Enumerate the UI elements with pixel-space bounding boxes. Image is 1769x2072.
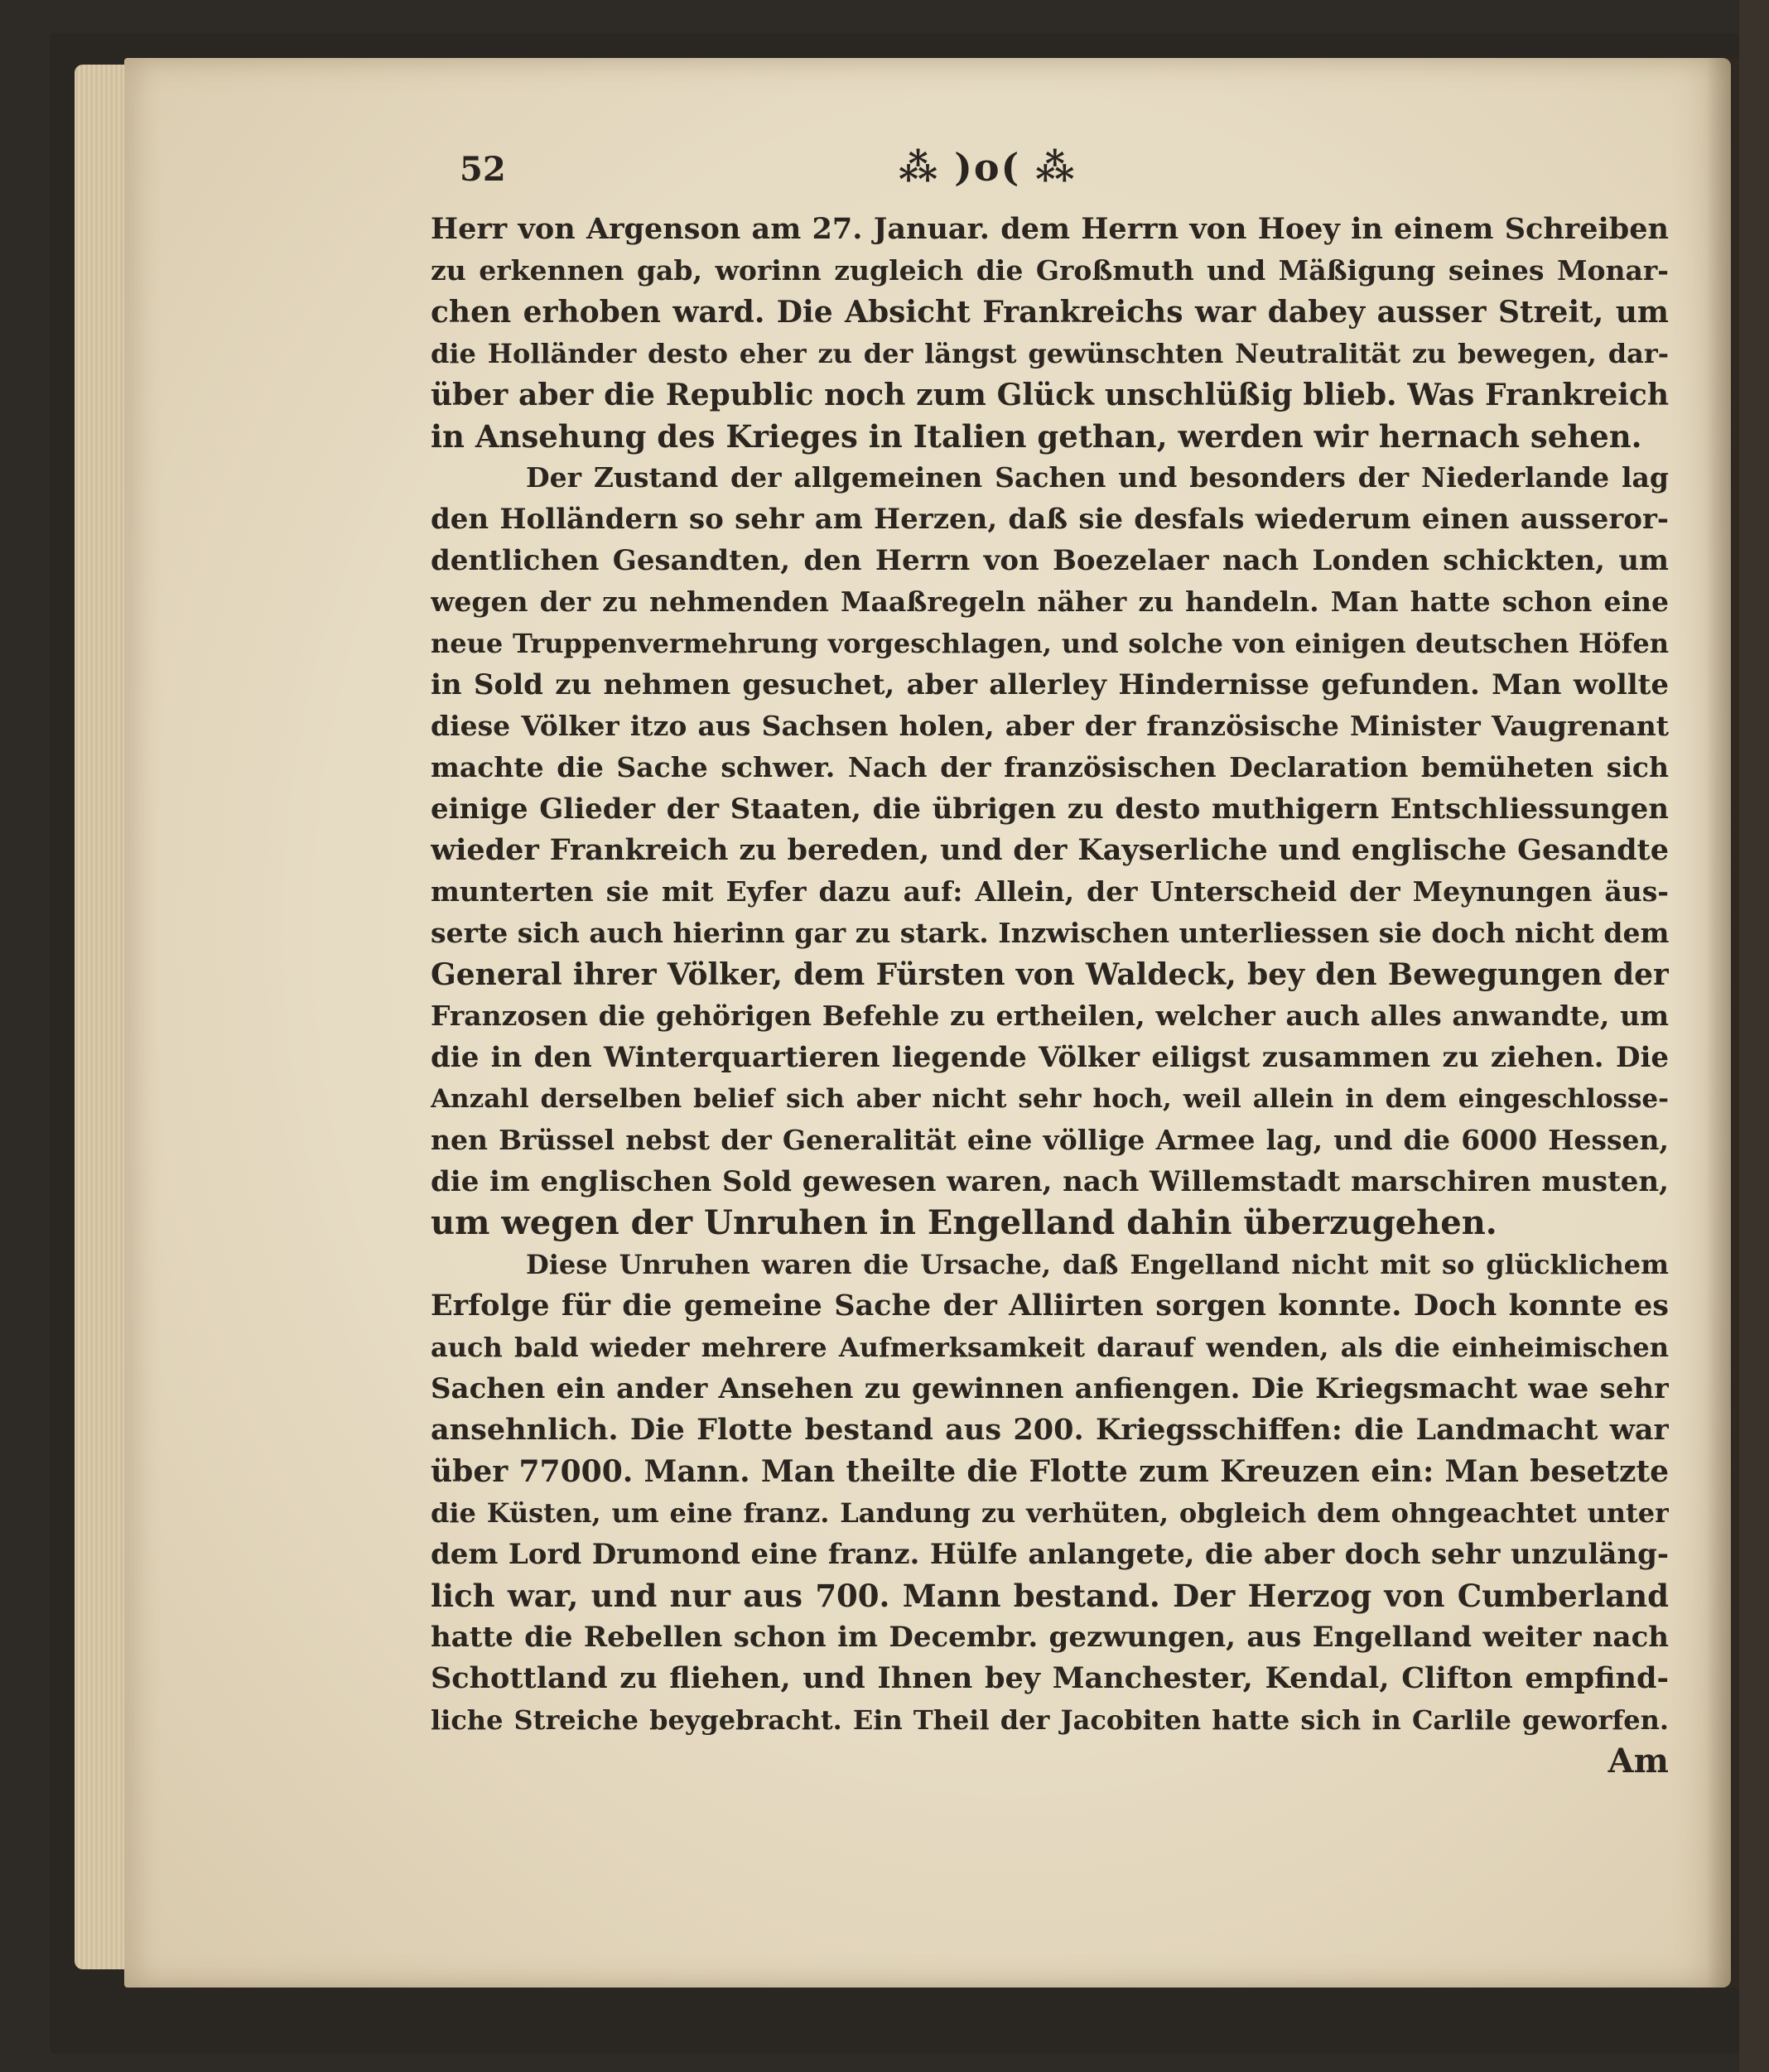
binding-strip xyxy=(1739,0,1769,2072)
text-line: die in den Winterquartieren liegende Völker eiligst zusammen zu ziehen. Die xyxy=(431,1041,1669,1074)
text-line: lich war, und nur aus 700. Mann bestand. Der Herzog von Cumberland xyxy=(431,1578,1669,1614)
text-line: zu erkennen gab, worinn zugleich die Großmuth und Mäßigung seines Monar- xyxy=(431,254,1669,287)
page-header xyxy=(460,145,1656,195)
text-line: General ihrer Völker, dem Fürsten von Waldeck, bey den Bewegungen der xyxy=(431,957,1669,992)
catchword: Am xyxy=(1608,1742,1669,1780)
text-line: Diese Unruhen waren die Ursache, daß Engelland nicht mit so glücklichem xyxy=(526,1249,1669,1280)
text-line: Schottland zu fliehen, und Ihnen bey Manchester, Kendal, Clifton empfind- xyxy=(431,1661,1669,1695)
text-line: hatte die Rebellen schon im Decembr. gezwungen, aus Engelland weiter nach xyxy=(431,1621,1669,1654)
text-line: munterten sie mit Eyfer dazu auf: Allein, der Unterscheid der Meynungen äus- xyxy=(431,875,1669,908)
text-line: chen erhoben ward. Die Absicht Frankreichs war dabey ausser Streit, um xyxy=(431,295,1669,330)
text-line: liche Streiche beygebracht. Ein Theil der Jacobiten hatte sich in Carlile geworfen. xyxy=(431,1704,1669,1736)
text-line: diese Völker itzo aus Sachsen holen, aber der französische Minister Vaugrenant xyxy=(431,710,1669,742)
text-line: Der Zustand der allgemeinen Sachen und besonders der Niederlande lag xyxy=(526,461,1669,494)
text-line: in Sold zu nehmen gesuchet, aber allerley Hindernisse gefunden. Man wollte xyxy=(431,668,1669,701)
text-line: um wegen der Unruhen in Engelland dahin überzugehen. xyxy=(431,1203,1497,1242)
text-line: über 77000. Mann. Man theilte die Flotte zum Kreuzen ein: Man besetzte xyxy=(431,1454,1669,1489)
text-line: die Küsten, um eine franz. Landung zu verhüten, obgleich dem ohngeachtet unter xyxy=(431,1497,1669,1529)
text-line: den Holländern so sehr am Herzen, daß sie desfals wiederum einen ausseror- xyxy=(431,503,1669,536)
text-line: serte sich auch hierinn gar zu stark. Inzwischen unterliessen sie doch nicht dem xyxy=(431,917,1669,949)
text-line: die im englischen Sold gewesen waren, nach Willemstadt marschiren musten, xyxy=(431,1165,1669,1198)
header-ornament: ⁂ )o( ⁂ xyxy=(899,145,1077,190)
text-line: neue Truppenvermehrung vorgeschlagen, und solche von einigen deutschen Höfen xyxy=(431,628,1669,659)
gutter-shadow xyxy=(1706,58,1739,1988)
text-line: wieder Frankreich zu bereden, und der Kayserliche und englische Gesandte xyxy=(431,833,1669,867)
text-line: auch bald wieder mehrere Aufmerksamkeit darauf wenden, als die einheimischen xyxy=(431,1332,1669,1363)
text-line: nen Brüssel nebst der Generalität eine völlige Armee lag, und die 6000 Hessen, xyxy=(431,1124,1669,1156)
text-line: Erfolge für die gemeine Sache der Alliirten sorgen konnte. Doch konnte es xyxy=(431,1289,1669,1323)
text-line: in Ansehung des Krieges in Italien gethan, werden wir hernach sehen. xyxy=(431,418,1642,455)
text-line: einige Glieder der Staaten, die übrigen zu desto muthigern Entschliessungen xyxy=(431,793,1669,826)
body-text xyxy=(431,209,1669,1782)
page-number: 52 xyxy=(460,150,506,189)
text-line: die Holländer desto eher zu der längst gewünschten Neutralität zu bewegen, dar- xyxy=(431,338,1669,369)
text-line: Franzosen die gehörigen Befehle zu ertheilen, welcher auch alles anwandte, um xyxy=(431,1000,1669,1032)
text-line: Anzahl derselben belief sich aber nicht sehr hoch, weil allein in dem eingeschlosse- xyxy=(431,1084,1669,1114)
text-line: wegen der zu nehmenden Maaßregeln näher zu handeln. Man hatte schon eine xyxy=(431,585,1669,618)
text-line: Herr von Argenson am 27. Januar. dem Herrn von Hoey in einem Schreiben xyxy=(431,212,1669,246)
text-line: machte die Sache schwer. Nach der französischen Declaration bemüheten sich xyxy=(431,751,1669,783)
text-line: ansehnlich. Die Flotte bestand aus 200. Kriegsschiffen: die Landmacht war xyxy=(431,1413,1669,1447)
text-line: dentlichen Gesandten, den Herrn von Boezelaer nach Londen schickten, um xyxy=(431,544,1669,577)
text-line: über aber die Republic noch zum Glück unschlüßig blieb. Was Frankreich xyxy=(431,378,1669,412)
text-line: Sachen ein ander Ansehen zu gewinnen anfiengen. Die Kriegsmacht wae sehr xyxy=(431,1372,1669,1405)
text-line: dem Lord Drumond eine franz. Hülfe anlangete, die aber doch sehr unzuläng- xyxy=(431,1538,1669,1571)
